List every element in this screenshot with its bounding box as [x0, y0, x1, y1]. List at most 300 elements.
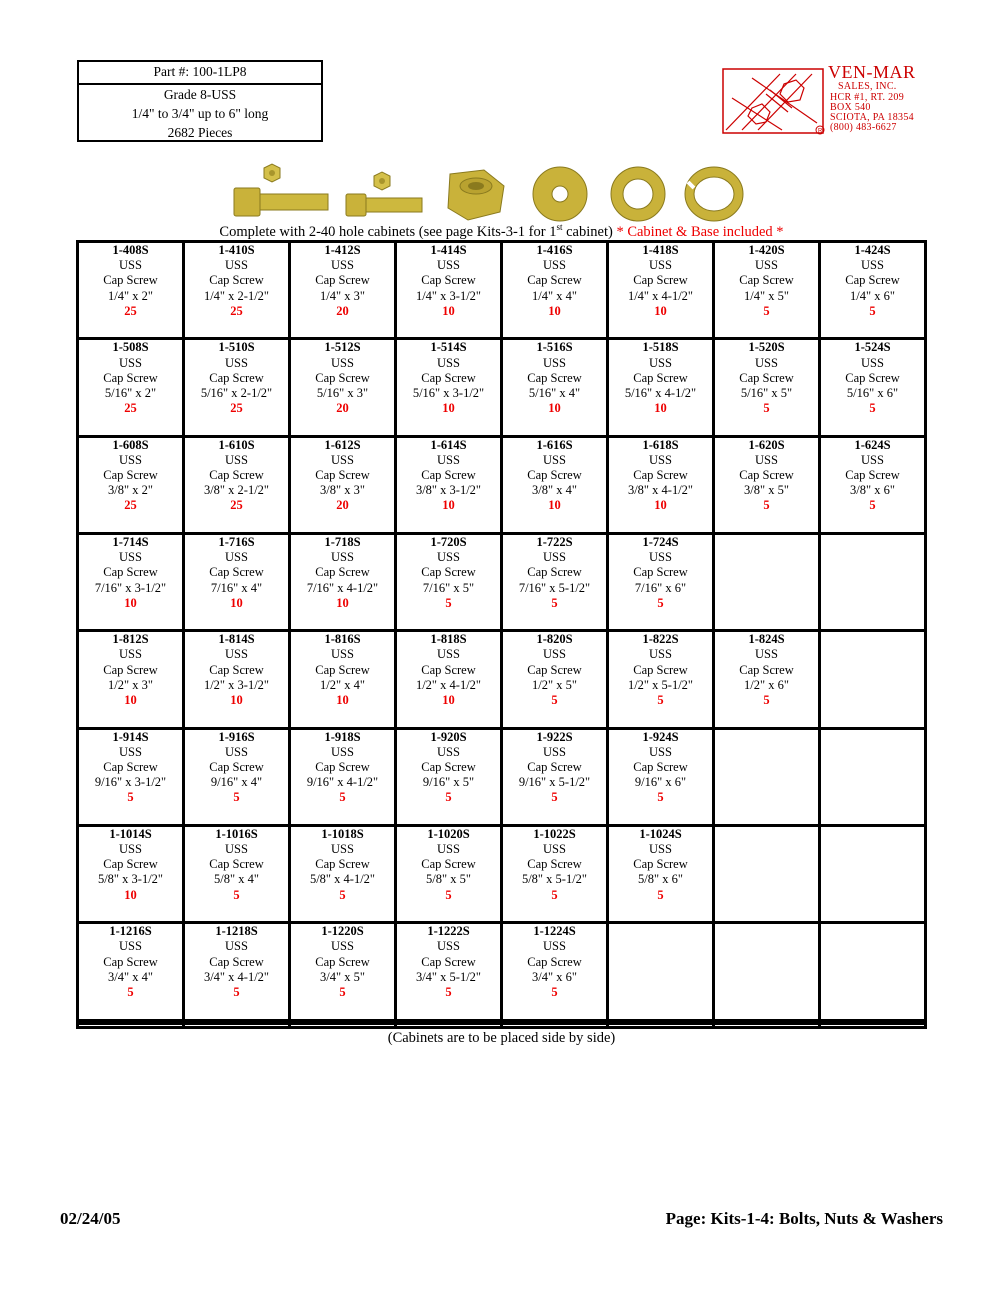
part-spec: USS — [225, 452, 248, 467]
part-info-box — [77, 60, 323, 142]
part-size: 5/16" x 4-1/2" — [624, 385, 697, 400]
part-type: Cap Screw — [103, 857, 158, 872]
part-type: Cap Screw — [527, 273, 582, 288]
part-number: 1-620S — [748, 437, 785, 452]
part-type: Cap Screw — [209, 468, 264, 483]
part-size: 1/4" x 2" — [108, 288, 153, 303]
part-cell — [608, 436, 714, 533]
part-type: Cap Screw — [421, 662, 476, 677]
part-spec: USS — [119, 647, 142, 662]
part-spec: USS — [543, 355, 566, 370]
part-cell — [714, 436, 820, 533]
cabinet-placement-note: (Cabinets are to be placed side by side) — [387, 1030, 616, 1046]
company-logo — [722, 62, 952, 140]
product-icons — [228, 160, 788, 226]
part-size: 5/8" x 6" — [638, 872, 683, 887]
part-spec: USS — [225, 744, 248, 759]
part-quantity: 10 — [442, 693, 455, 708]
grid-row — [78, 339, 926, 436]
part-size: 1/2" x 4" — [320, 677, 365, 692]
part-size: 1/2" x 3-1/2" — [203, 677, 270, 692]
part-cell — [608, 242, 714, 339]
part-quantity: 20 — [336, 498, 349, 513]
part-number: 1-1218S — [215, 924, 258, 939]
part-quantity: 10 — [124, 693, 137, 708]
part-quantity: 5 — [233, 887, 240, 902]
logo-name: VEN-MAR — [828, 62, 916, 82]
part-size: 3/8" x 5" — [744, 483, 789, 498]
part-size: 3/8" x 3-1/2" — [415, 483, 482, 498]
part-size: 3/8" x 2" — [108, 483, 153, 498]
part-type: Cap Screw — [209, 954, 264, 969]
part-cell — [290, 533, 396, 630]
grid-row — [78, 923, 926, 1020]
part-number: 1-612S — [324, 437, 361, 452]
part-type: Cap Screw — [315, 370, 370, 385]
part-quantity: 10 — [654, 498, 667, 513]
part-spec: USS — [649, 842, 672, 857]
part-spec: USS — [119, 355, 142, 370]
part-cell — [502, 923, 608, 1020]
part-cell — [714, 242, 820, 339]
part-cell — [502, 436, 608, 533]
part-type: Cap Screw — [209, 565, 264, 580]
part-number: 1-916S — [218, 729, 255, 744]
part-number: 1-514S — [430, 340, 467, 355]
part-spec: USS — [861, 452, 884, 467]
part-quantity: 5 — [869, 498, 876, 513]
part-number: 1-822S — [642, 632, 679, 647]
part-type: Cap Screw — [633, 565, 688, 580]
part-number: 1-1014S — [109, 826, 152, 841]
part-cell — [608, 533, 714, 630]
part-quantity: 10 — [548, 401, 561, 416]
part-cell — [820, 339, 926, 436]
hex-bolt-short-icon — [346, 172, 422, 216]
part-number: Part #: 100-1LP8 — [79, 62, 321, 85]
part-type: Cap Screw — [845, 273, 900, 288]
part-number: 1-922S — [536, 729, 573, 744]
part-spec: USS — [225, 842, 248, 857]
part-type: Cap Screw — [103, 468, 158, 483]
grid-row — [78, 533, 926, 630]
part-size: 5/16" x 6" — [846, 385, 899, 400]
part-size: 1/4" x 5" — [744, 288, 789, 303]
part-number: 1-1020S — [427, 826, 470, 841]
part-size: 5/8" x 5-1/2" — [521, 872, 588, 887]
part-size: 5/16" x 4" — [528, 385, 581, 400]
part-cell — [184, 436, 290, 533]
part-cell — [184, 631, 290, 728]
part-quantity: 25 — [124, 401, 137, 416]
part-number: 1-410S — [218, 243, 255, 257]
part-cell — [608, 728, 714, 825]
part-number: 1-608S — [112, 437, 149, 452]
empty-cell — [608, 923, 714, 1020]
part-type: Cap Screw — [315, 565, 370, 580]
part-spec: USS — [649, 550, 672, 565]
part-cell — [714, 631, 820, 728]
part-number: 1-520S — [748, 340, 785, 355]
part-type: Cap Screw — [845, 370, 900, 385]
logo-bolts-icon — [722, 68, 826, 136]
part-size: 5/16" x 2" — [104, 385, 157, 400]
part-spec: USS — [437, 258, 460, 273]
part-cell — [502, 825, 608, 922]
part-size: 1/4" x 4" — [532, 288, 577, 303]
part-cell — [290, 728, 396, 825]
part-quantity: 5 — [657, 595, 664, 610]
part-cell — [502, 533, 608, 630]
grid-row — [78, 825, 926, 922]
empty-cell — [820, 923, 926, 1020]
part-cell — [396, 728, 502, 825]
part-spec: USS — [225, 939, 248, 954]
part-type: Cap Screw — [845, 468, 900, 483]
part-type: Cap Screw — [209, 273, 264, 288]
part-type: Cap Screw — [103, 370, 158, 385]
part-spec: USS — [543, 452, 566, 467]
part-number: 1-516S — [536, 340, 573, 355]
part-type: Cap Screw — [527, 759, 582, 774]
part-number: 1-420S — [748, 243, 785, 257]
part-cell — [608, 825, 714, 922]
part-cell — [502, 631, 608, 728]
parts-grid — [76, 240, 927, 1029]
part-type: Cap Screw — [633, 759, 688, 774]
part-quantity: 5 — [445, 595, 452, 610]
part-size: 9/16" x 4-1/2" — [306, 775, 379, 790]
part-quantity: 10 — [124, 887, 137, 902]
part-spec: USS — [543, 550, 566, 565]
part-size: 1/2" x 6" — [744, 677, 789, 692]
part-quantity: 5 — [233, 985, 240, 999]
part-spec: USS — [119, 939, 142, 954]
part-number: 1-518S — [642, 340, 679, 355]
part-spec: USS — [331, 647, 354, 662]
part-type: Cap Screw — [527, 468, 582, 483]
part-number: 1-624S — [854, 437, 891, 452]
part-spec: USS — [119, 452, 142, 467]
part-type: Cap Screw — [739, 468, 794, 483]
part-quantity: 20 — [336, 401, 349, 416]
part-spec: USS — [649, 355, 672, 370]
part-type: Cap Screw — [527, 662, 582, 677]
part-cell — [78, 533, 184, 630]
part-quantity: 10 — [230, 595, 243, 610]
part-type: Cap Screw — [103, 954, 158, 969]
part-size: 5/16" x 2-1/2" — [200, 385, 273, 400]
part-type: Cap Screw — [209, 857, 264, 872]
part-type: Cap Screw — [527, 857, 582, 872]
part-cell — [396, 533, 502, 630]
part-cell — [78, 923, 184, 1020]
part-number: 1-510S — [218, 340, 255, 355]
part-number: 1-412S — [324, 243, 361, 257]
flat-washer-icon — [533, 167, 587, 221]
part-cell — [78, 825, 184, 922]
part-cell — [78, 728, 184, 825]
part-quantity: 5 — [763, 498, 770, 513]
part-spec: USS — [331, 452, 354, 467]
part-quantity: 5 — [869, 401, 876, 416]
part-spec: USS — [331, 258, 354, 273]
part-size: 3/8" x 4" — [532, 483, 577, 498]
part-size: 1/2" x 4-1/2" — [415, 677, 482, 692]
part-type: Cap Screw — [527, 954, 582, 969]
part-quantity: 5 — [551, 595, 558, 610]
part-number: 1-1220S — [321, 924, 364, 939]
part-size: 9/16" x 6" — [634, 775, 687, 790]
part-type: Cap Screw — [209, 370, 264, 385]
part-number: 1-1016S — [215, 826, 258, 841]
part-spec: USS — [119, 258, 142, 273]
part-size: 7/16" x 4-1/2" — [306, 580, 379, 595]
part-size: 5/8" x 5" — [426, 872, 471, 887]
cabinet-base-note: * Cabinet & Base included * — [616, 223, 784, 240]
part-number: 1-408S — [112, 243, 149, 257]
part-spec: USS — [861, 355, 884, 370]
part-spec: USS — [225, 647, 248, 662]
part-size: 3/8" x 6" — [850, 483, 895, 498]
part-cell — [290, 436, 396, 533]
part-size: 7/16" x 5" — [422, 580, 475, 595]
part-spec: USS — [649, 647, 672, 662]
part-size: 7/16" x 5-1/2" — [518, 580, 591, 595]
part-size: 5/16" x 5" — [740, 385, 793, 400]
part-number: 1-724S — [642, 534, 679, 549]
logo-subtitle: SALES, INC. — [838, 81, 897, 92]
logo-phone: (800) 483-6627 — [830, 122, 897, 133]
part-quantity: 5 — [339, 887, 346, 902]
part-cell — [396, 825, 502, 922]
part-cell — [608, 631, 714, 728]
part-quantity: 10 — [124, 595, 137, 610]
part-size: 1/4" x 4-1/2" — [627, 288, 694, 303]
part-cell — [290, 339, 396, 436]
part-size: 7/16" x 3-1/2" — [94, 580, 167, 595]
part-size: 9/16" x 3-1/2" — [94, 775, 167, 790]
part-number: 1-1022S — [533, 826, 576, 841]
cabinet-note-sup: st — [556, 222, 563, 232]
part-spec: USS — [543, 258, 566, 273]
part-spec: USS — [119, 550, 142, 565]
grid-row — [78, 436, 926, 533]
part-spec: USS — [119, 744, 142, 759]
part-cell — [608, 339, 714, 436]
part-number: 1-924S — [642, 729, 679, 744]
part-spec: USS — [755, 452, 778, 467]
logo-address-line-1: HCR #1, RT. 209 — [830, 92, 904, 103]
part-number: 1-414S — [430, 243, 467, 257]
part-size: 3/4" x 4" — [108, 969, 153, 984]
part-spec: USS — [119, 842, 142, 857]
part-size: 5/16" x 3" — [316, 385, 369, 400]
part-size: 3/4" x 4-1/2" — [203, 969, 270, 984]
part-spec: USS — [225, 355, 248, 370]
part-quantity: 5 — [127, 790, 134, 805]
part-type: Cap Screw — [739, 370, 794, 385]
part-cell — [714, 339, 820, 436]
part-type: Cap Screw — [209, 759, 264, 774]
part-number: 1-418S — [642, 243, 679, 257]
part-number: 1-918S — [324, 729, 361, 744]
part-size: 9/16" x 4" — [210, 775, 263, 790]
part-cell — [396, 923, 502, 1020]
svg-text:R: R — [818, 128, 823, 135]
part-spec: USS — [755, 258, 778, 273]
part-number: 1-512S — [324, 340, 361, 355]
part-type: Cap Screw — [421, 468, 476, 483]
part-number: 1-812S — [112, 632, 149, 647]
part-spec: USS — [543, 744, 566, 759]
part-number: 1-824S — [748, 632, 785, 647]
part-type: Cap Screw — [633, 370, 688, 385]
part-spec: USS — [437, 355, 460, 370]
cabinet-note — [0, 222, 1003, 241]
part-number: 1-914S — [112, 729, 149, 744]
part-quantity: 5 — [551, 790, 558, 805]
part-number: 1-816S — [324, 632, 361, 647]
part-quantity: 10 — [336, 693, 349, 708]
part-size: 5/8" x 3-1/2" — [97, 872, 164, 887]
part-size: 3/8" x 3" — [320, 483, 365, 498]
part-cell — [290, 242, 396, 339]
part-cell — [502, 728, 608, 825]
part-cell — [290, 923, 396, 1020]
part-type: Cap Screw — [103, 662, 158, 677]
document-date: 02/24/05 — [60, 1209, 121, 1228]
part-type: Cap Screw — [421, 759, 476, 774]
part-cell — [396, 436, 502, 533]
part-spec: USS — [649, 744, 672, 759]
part-quantity: 5 — [445, 887, 452, 902]
part-quantity: 5 — [763, 401, 770, 416]
part-quantity: 5 — [551, 693, 558, 708]
part-type: Cap Screw — [315, 273, 370, 288]
part-number: 1-524S — [854, 340, 891, 355]
part-type: Cap Screw — [633, 662, 688, 677]
part-size: 5/8" x 4-1/2" — [309, 872, 376, 887]
part-size: 3/4" x 6" — [532, 969, 577, 984]
part-size: 7/16" x 6" — [634, 580, 687, 595]
part-spec: USS — [437, 647, 460, 662]
part-cell — [78, 631, 184, 728]
part-spec: USS — [755, 647, 778, 662]
empty-cell — [820, 631, 926, 728]
part-spec: USS — [331, 939, 354, 954]
grade: Grade 8-USS — [163, 87, 237, 102]
part-spec: USS — [331, 744, 354, 759]
part-number: 1-716S — [218, 534, 255, 549]
grid-row — [78, 242, 926, 339]
part-number: 1-1216S — [109, 924, 152, 939]
part-number: 1-722S — [536, 534, 573, 549]
part-size: 3/4" x 5" — [320, 969, 365, 984]
part-cell — [184, 533, 290, 630]
part-spec: USS — [437, 550, 460, 565]
part-quantity: 25 — [230, 498, 243, 513]
part-quantity: 25 — [230, 303, 243, 318]
part-cell — [290, 825, 396, 922]
part-quantity: 10 — [548, 303, 561, 318]
part-quantity: 10 — [654, 303, 667, 318]
part-type: Cap Screw — [103, 759, 158, 774]
part-quantity: 10 — [336, 595, 349, 610]
part-size: 3/8" x 2-1/2" — [203, 483, 270, 498]
part-quantity: 5 — [127, 985, 134, 999]
part-number: 1-818S — [430, 632, 467, 647]
part-size: 1/4" x 2-1/2" — [203, 288, 270, 303]
part-cell — [502, 242, 608, 339]
part-size: 1/2" x 3" — [108, 677, 153, 692]
part-number: 1-1222S — [427, 924, 470, 939]
grid-row — [78, 1024, 926, 1028]
part-spec: USS — [861, 258, 884, 273]
part-spec: USS — [649, 452, 672, 467]
part-quantity: 10 — [442, 498, 455, 513]
part-spec: USS — [543, 647, 566, 662]
part-size: 1/2" x 5-1/2" — [627, 677, 694, 692]
part-cell — [290, 631, 396, 728]
empty-cell — [396, 1024, 502, 1028]
part-size: 1/2" x 5" — [532, 677, 577, 692]
part-quantity: 10 — [230, 693, 243, 708]
part-cell — [184, 339, 290, 436]
part-number: 1-416S — [536, 243, 573, 257]
part-spec: USS — [331, 355, 354, 370]
part-cell — [820, 242, 926, 339]
part-type: Cap Screw — [527, 370, 582, 385]
part-cell — [396, 339, 502, 436]
part-number: 1-920S — [430, 729, 467, 744]
part-number: 1-820S — [536, 632, 573, 647]
part-quantity: 10 — [442, 303, 455, 318]
part-cell — [78, 339, 184, 436]
part-type: Cap Screw — [103, 565, 158, 580]
part-quantity: 25 — [124, 498, 137, 513]
empty-cell — [184, 1024, 290, 1028]
part-spec: USS — [437, 842, 460, 857]
part-size: 9/16" x 5-1/2" — [518, 775, 591, 790]
part-number: 1-1024S — [639, 826, 682, 841]
empty-cell — [714, 1024, 820, 1028]
part-type: Cap Screw — [315, 759, 370, 774]
part-spec: USS — [331, 550, 354, 565]
part-cell — [78, 436, 184, 533]
part-quantity: 5 — [763, 303, 770, 318]
part-number: 1-718S — [324, 534, 361, 549]
part-type: Cap Screw — [315, 662, 370, 677]
cabinet-note-post: cabinet) — [562, 223, 613, 240]
part-spec: USS — [437, 452, 460, 467]
part-size: 3/4" x 5-1/2" — [415, 969, 482, 984]
part-quantity: 5 — [445, 790, 452, 805]
piece-count: 2682 Pieces — [167, 125, 233, 140]
hex-bolt-long-icon — [234, 164, 328, 216]
part-quantity: 5 — [551, 985, 558, 999]
part-size: 9/16" x 5" — [422, 775, 475, 790]
part-size: 7/16" x 4" — [210, 580, 263, 595]
grid-row — [78, 728, 926, 825]
part-type: Cap Screw — [421, 370, 476, 385]
part-type: Cap Screw — [739, 273, 794, 288]
part-quantity: 10 — [548, 498, 561, 513]
part-spec: USS — [543, 842, 566, 857]
empty-cell — [820, 825, 926, 922]
part-number: 1-814S — [218, 632, 255, 647]
lock-washer-icon — [685, 167, 743, 221]
